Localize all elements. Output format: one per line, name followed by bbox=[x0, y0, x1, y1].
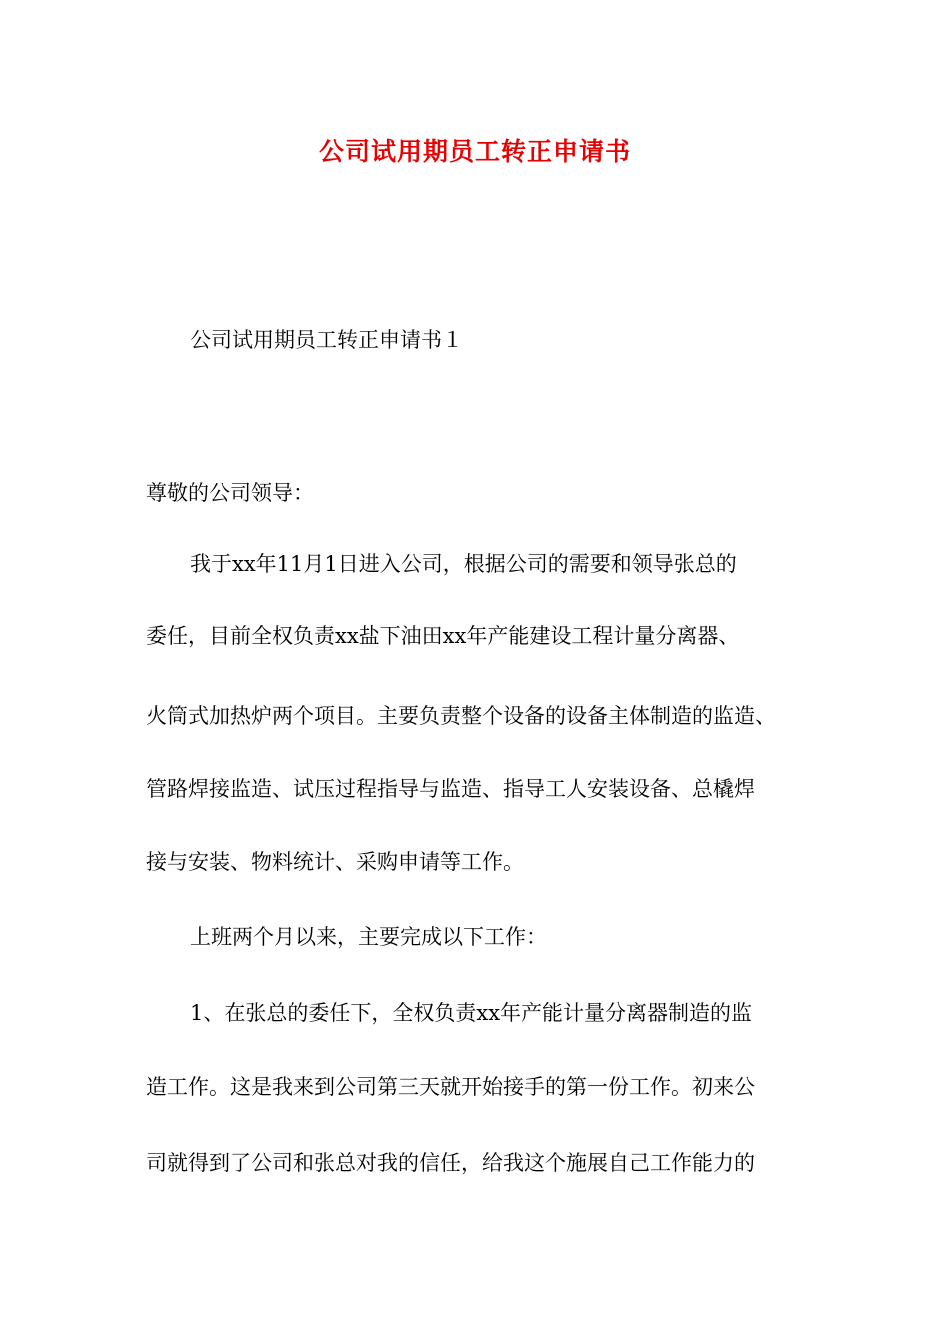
paragraph-line-8: 造工作。这是我来到公司第三天就开始接手的第一份工作。初来公 bbox=[146, 1075, 755, 1099]
paragraph-line-7: 1、在张总的委任下，全权负责xx年产能计量分离器制造的监 bbox=[190, 1001, 753, 1025]
paragraph-line-2: 委任，目前全权负责xx盐下油田xx年产能建设工程计量分离器、 bbox=[146, 624, 740, 648]
paragraph-line-1: 我于xx年11月1日进入公司，根据公司的需要和领导张总的 bbox=[190, 552, 737, 576]
document-title: 公司试用期员工转正申请书 bbox=[318, 137, 631, 166]
paragraph-line-6: 上班两个月以来，主要完成以下工作： bbox=[190, 925, 547, 949]
salutation: 尊敬的公司领导： bbox=[146, 481, 314, 505]
paragraph-line-9: 司就得到了公司和张总对我的信任，给我这个施展自己工作能力的 bbox=[146, 1151, 755, 1175]
paragraph-line-5: 接与安装、物料统计、采购申请等工作。 bbox=[146, 850, 524, 874]
paragraph-line-3: 火筒式加热炉两个项目。主要负责整个设备的设备主体制造的监造、 bbox=[146, 704, 776, 728]
section-heading: 公司试用期员工转正申请书１ bbox=[190, 328, 463, 352]
paragraph-line-4: 管路焊接监造、试压过程指导与监造、指导工人安装设备、总橇焊 bbox=[146, 777, 755, 801]
